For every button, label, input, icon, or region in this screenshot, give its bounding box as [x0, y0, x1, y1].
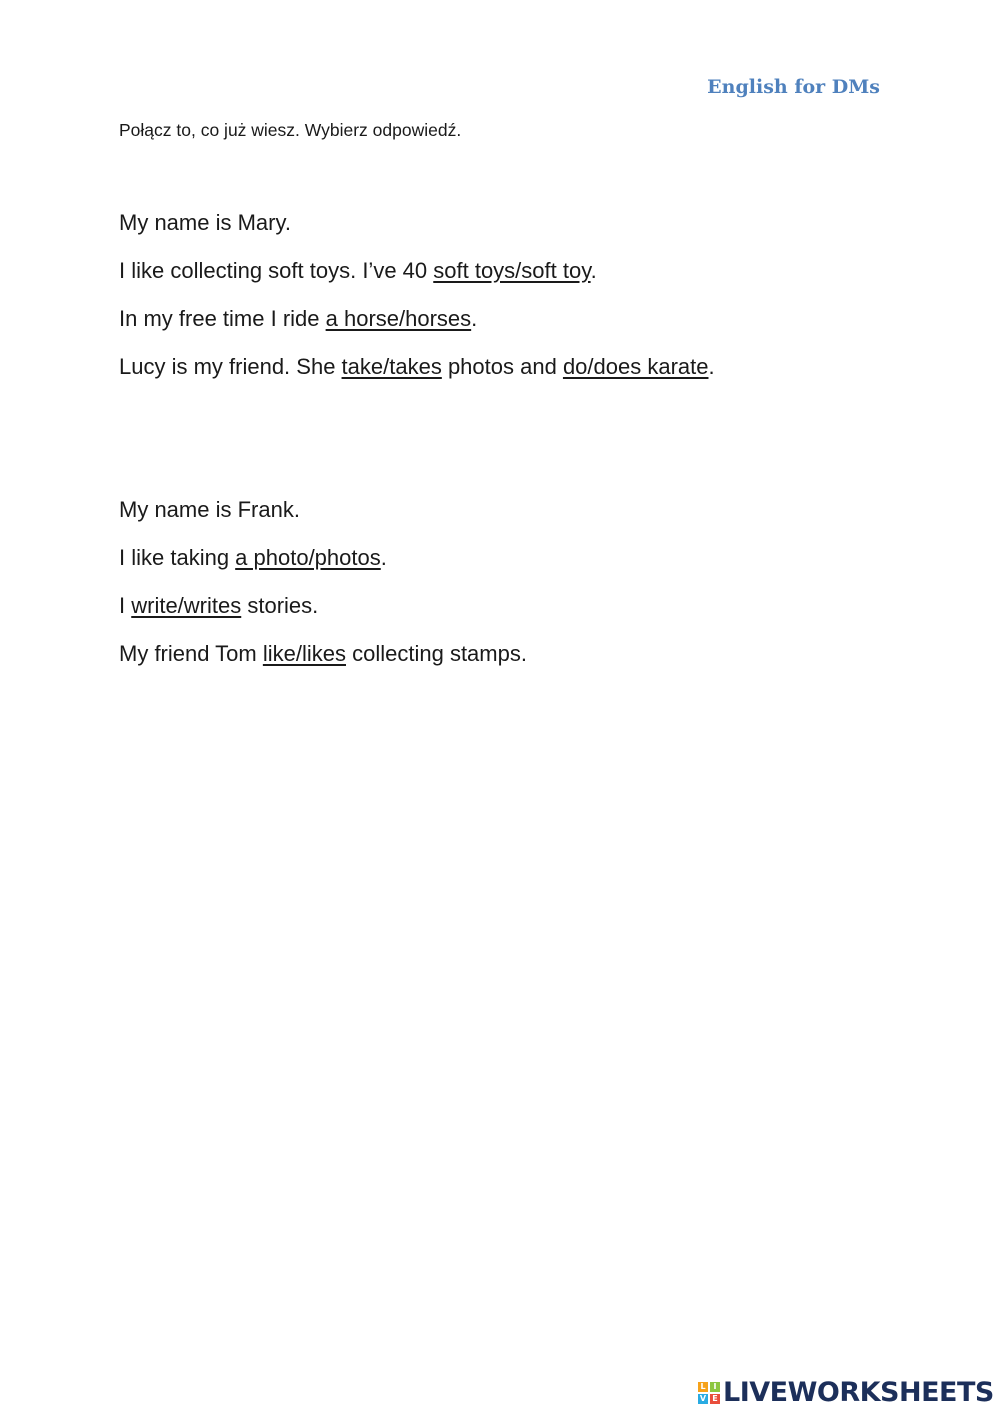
- mary-line-4-mid: photos and: [441, 354, 563, 379]
- frank-line-1-text: My name is Frank.: [119, 497, 300, 522]
- logo-cell-i: I: [710, 1382, 720, 1392]
- frank-line-2-post: .: [380, 545, 387, 570]
- mary-line-3-pre: In my free time I ride: [119, 306, 326, 331]
- frank-line-2: [119, 543, 919, 591]
- frank-line-4-pre: My friend Tom: [119, 641, 263, 666]
- mary-horse-choice[interactable]: a horse/horses: [325, 306, 472, 331]
- logo-cell-l: L: [698, 1382, 708, 1392]
- frank-line-2-pre: I like taking: [119, 545, 236, 570]
- tom-like-choice[interactable]: like/likes: [262, 641, 346, 666]
- frank-line-4: [119, 639, 919, 687]
- instruction-text: Połącz to, co już wiesz. Wybierz odpowiedź.: [119, 120, 462, 140]
- mary-line-3-post: .: [471, 306, 478, 331]
- mary-line-4: [119, 352, 919, 400]
- frank-photo-choice[interactable]: a photo/photos: [235, 545, 381, 570]
- logo-grid-icon: [698, 1382, 720, 1404]
- logo-cell-e: E: [710, 1394, 720, 1404]
- lucy-take-choice[interactable]: take/takes: [341, 354, 442, 379]
- mary-line-1-text: My name is Mary.: [119, 210, 291, 235]
- frank-line-4-post: collecting stamps.: [346, 641, 527, 666]
- mary-line-1: [119, 208, 919, 256]
- mary-line-2: [119, 256, 919, 304]
- liveworksheets-logo: [698, 1378, 994, 1408]
- frank-section: [119, 495, 919, 687]
- logo-cell-v: V: [699, 1394, 707, 1403]
- mary-line-4-pre: Lucy is my friend. She: [119, 354, 342, 379]
- header-brand: English for DMs: [707, 76, 880, 98]
- frank-write-choice[interactable]: write/writes: [131, 593, 242, 618]
- mary-line-2-post: .: [590, 258, 597, 283]
- frank-line-3: [119, 591, 919, 639]
- mary-line-2-pre: I like collecting soft toys. I’ve 40: [119, 258, 434, 283]
- lucy-karate-choice[interactable]: do/does karate: [562, 354, 709, 379]
- mary-section: [119, 208, 919, 400]
- logo-text: LIVEWORKSHEETS: [723, 1377, 994, 1408]
- mary-line-4-post: .: [708, 354, 715, 379]
- mary-soft-toys-choice[interactable]: soft toys/soft toy: [433, 258, 591, 283]
- frank-line-1: [119, 495, 919, 543]
- mary-line-3: [119, 304, 919, 352]
- frank-line-3-post: stories.: [241, 593, 319, 618]
- frank-line-3-pre: I: [119, 593, 132, 618]
